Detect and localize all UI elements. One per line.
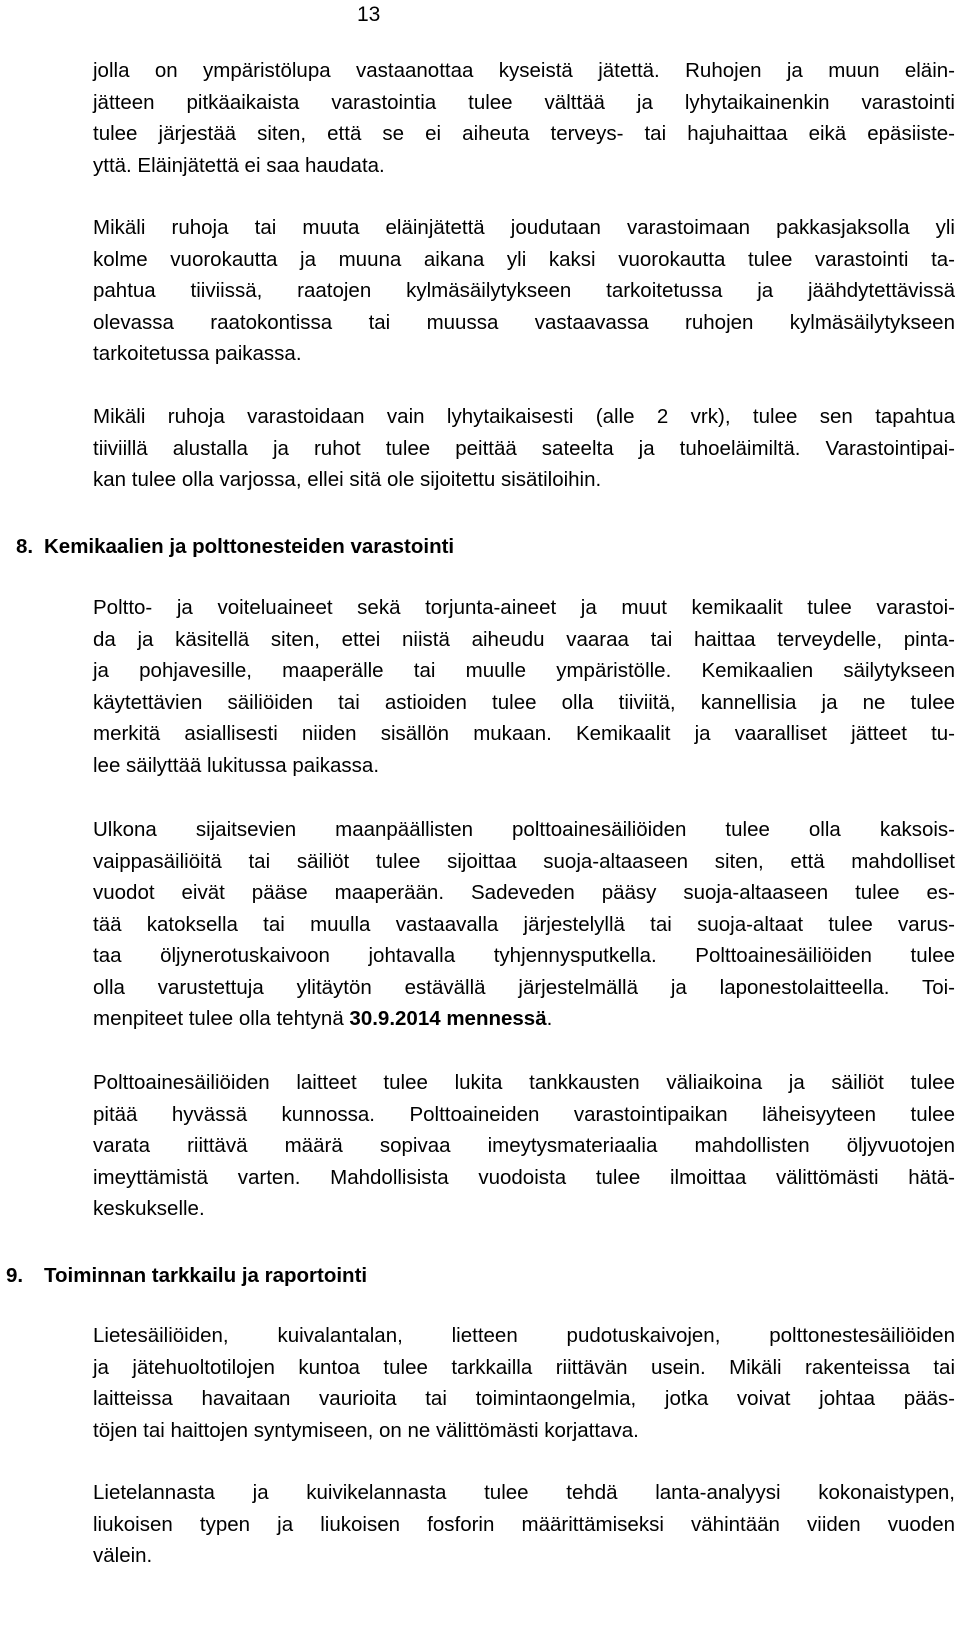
text-line: tarkoitetussa paikassa.: [93, 342, 302, 365]
text-line: vuodot eivät pääse maaperään. Sadeveden pääsy suoja-altaaseen tulee es-: [93, 881, 955, 904]
text-line: jätteen pitkäaikaista varastointia tulee välttää ja lyhytaikainenkin varastointi: [93, 90, 955, 114]
text-line: laitteissa havaitaan vaurioita tai toimintaongelmia, jotka voivat johtaa pääs-: [93, 1387, 955, 1410]
text-line: varata riittävä määrä sopivaa imeytysmateriaalia mahdollisten öljyvuotojen: [93, 1134, 955, 1157]
text-line: kolme vuorokautta ja muuna aikana yli kaksi vuorokautta tulee varastointi ta-: [93, 247, 955, 271]
text-line: liukoisen typen ja liukoisen fosforin määrittämiseksi vähintään viiden vuoden: [93, 1512, 955, 1536]
text-line: keskukselle.: [93, 1197, 205, 1220]
deadline-prefix: menpiteet tulee olla tehtynä: [93, 1007, 350, 1030]
paragraph-monitoring: [93, 1320, 955, 1446]
paragraph-fuel-tanks: [93, 814, 955, 1035]
text-line: kan tulee olla varjossa, ellei sitä ole sijoitettu sisätiloihin.: [93, 468, 602, 491]
text-line: pahtua tiiviissä, raatojen kylmäsäilytykseen tarkoitetussa ja jäähdytettävissä: [93, 279, 955, 302]
text-line: merkitä asiallisesti niiden sisällön mukaan. Kemikaalit ja vaaralliset jätteet tu-: [93, 722, 955, 745]
text-line: lee säilyttää lukitussa paikassa.: [93, 753, 380, 777]
paragraph-carcass-cold-storage: [93, 212, 955, 370]
text-line: da ja käsitellä siten, ettei niistä aiheudu vaaraa tai haittaa terveydelle, pinta-: [93, 627, 955, 651]
section-title: Toiminnan tarkkailu ja raportointi: [44, 1264, 368, 1287]
text-line: vaippasäiliöitä tai säiliöt tulee sijoittaa suoja-altaaseen siten, että mahdolliset: [93, 849, 955, 873]
section-heading-9: [6, 1260, 956, 1292]
paragraph-fuel-tank-maintenance: [93, 1067, 955, 1225]
deadline-date: 30.9.2014 mennessä: [349, 1007, 547, 1030]
text-line: töjen tai haittojen syntymiseen, on ne välittömästi korjattava.: [93, 1418, 639, 1442]
text-line: Mikäli ruhoja varastoidaan vain lyhytaikaisesti (alle 2 vrk), tulee sen tapahtua: [93, 405, 955, 428]
section-number: 8.: [16, 535, 34, 558]
text-line: taa öljynerotuskaivoon johtavalla tyhjennysputkella. Polttoainesäiliöiden tulee: [93, 944, 955, 967]
text-line: Mikäli ruhoja tai muuta eläinjätettä joudutaan varastoimaan pakkasjaksolla yli: [93, 216, 955, 239]
deadline-suffix: .: [546, 1007, 553, 1030]
text-line: käytettävien säiliöiden tai astioiden tulee olla tiiviitä, kannellisia ja ne tulee: [93, 690, 955, 714]
text-line: jolla on ympäristölupa vastaanottaa kyseistä jätettä. Ruhojen ja muun eläin-: [93, 59, 955, 82]
paragraph-short-term-storage: [93, 401, 955, 496]
paragraph-chemical-storage: [93, 592, 955, 781]
text-line-with-deadline: [93, 1003, 955, 1035]
text-line: olla varustettuja ylitäytön estävällä järjestelmällä ja laponestolaitteella. Toi-: [93, 975, 955, 999]
text-line: Ulkona sijaitsevien maanpäällisten polttoainesäiliöiden tulee olla kaksois-: [93, 818, 955, 841]
paragraph-manure-analysis: [93, 1477, 955, 1572]
text-line: välein.: [93, 1544, 153, 1567]
text-line: tää katoksella tai muulla vastaavalla järjestelyllä tai suoja-altaat tulee varus-: [93, 912, 955, 936]
text-line: Lietelannasta ja kuivikelannasta tulee tehdä lanta-analyysi kokonaistypen,: [93, 1481, 955, 1504]
page-number: 13: [357, 3, 381, 26]
section-heading-8: [16, 531, 956, 563]
text-line: tulee järjestää siten, että se ei aiheuta terveys- tai hajuhaittaa eikä epäsiiste-: [93, 122, 955, 145]
text-line: Poltto- ja voiteluaineet sekä torjunta-aineet ja muut kemikaalit tulee varastoi-: [93, 596, 955, 619]
text-line: imeyttämistä varten. Mahdollisista vuodoista tulee ilmoittaa välittömästi hätä-: [93, 1165, 955, 1189]
text-line: yttä. Eläinjätettä ei saa haudata.: [93, 153, 385, 177]
text-line: ja jätehuoltotilojen kuntoa tulee tarkkailla riittävän usein. Mikäli rakenteissa tai: [93, 1355, 955, 1379]
text-line: pitää hyvässä kunnossa. Polttoaineiden varastointipaikan läheisyyteen tulee: [93, 1102, 955, 1126]
paragraph-animal-waste-storage: [93, 55, 955, 181]
section-title: Kemikaalien ja polttonesteiden varastointi: [44, 535, 455, 558]
text-line: ja pohjavesille, maaperälle tai muulle ympäristölle. Kemikaalien säilytykseen: [93, 659, 955, 682]
section-number: 9.: [6, 1264, 24, 1287]
text-line: olevassa raatokontissa tai muussa vastaavassa ruhojen kylmäsäilytykseen: [93, 310, 955, 334]
text-line: Polttoainesäiliöiden laitteet tulee lukita tankkausten väliaikoina ja säiliöt tulee: [93, 1071, 955, 1094]
text-line: tiiviillä alustalla ja ruhot tulee peittää sateelta ja tuhoeläimiltä. Varastointipai-: [93, 436, 955, 460]
text-line: Lietesäiliöiden, kuivalantalan, lietteen pudotuskaivojen, polttonestesäiliöiden: [93, 1324, 955, 1347]
